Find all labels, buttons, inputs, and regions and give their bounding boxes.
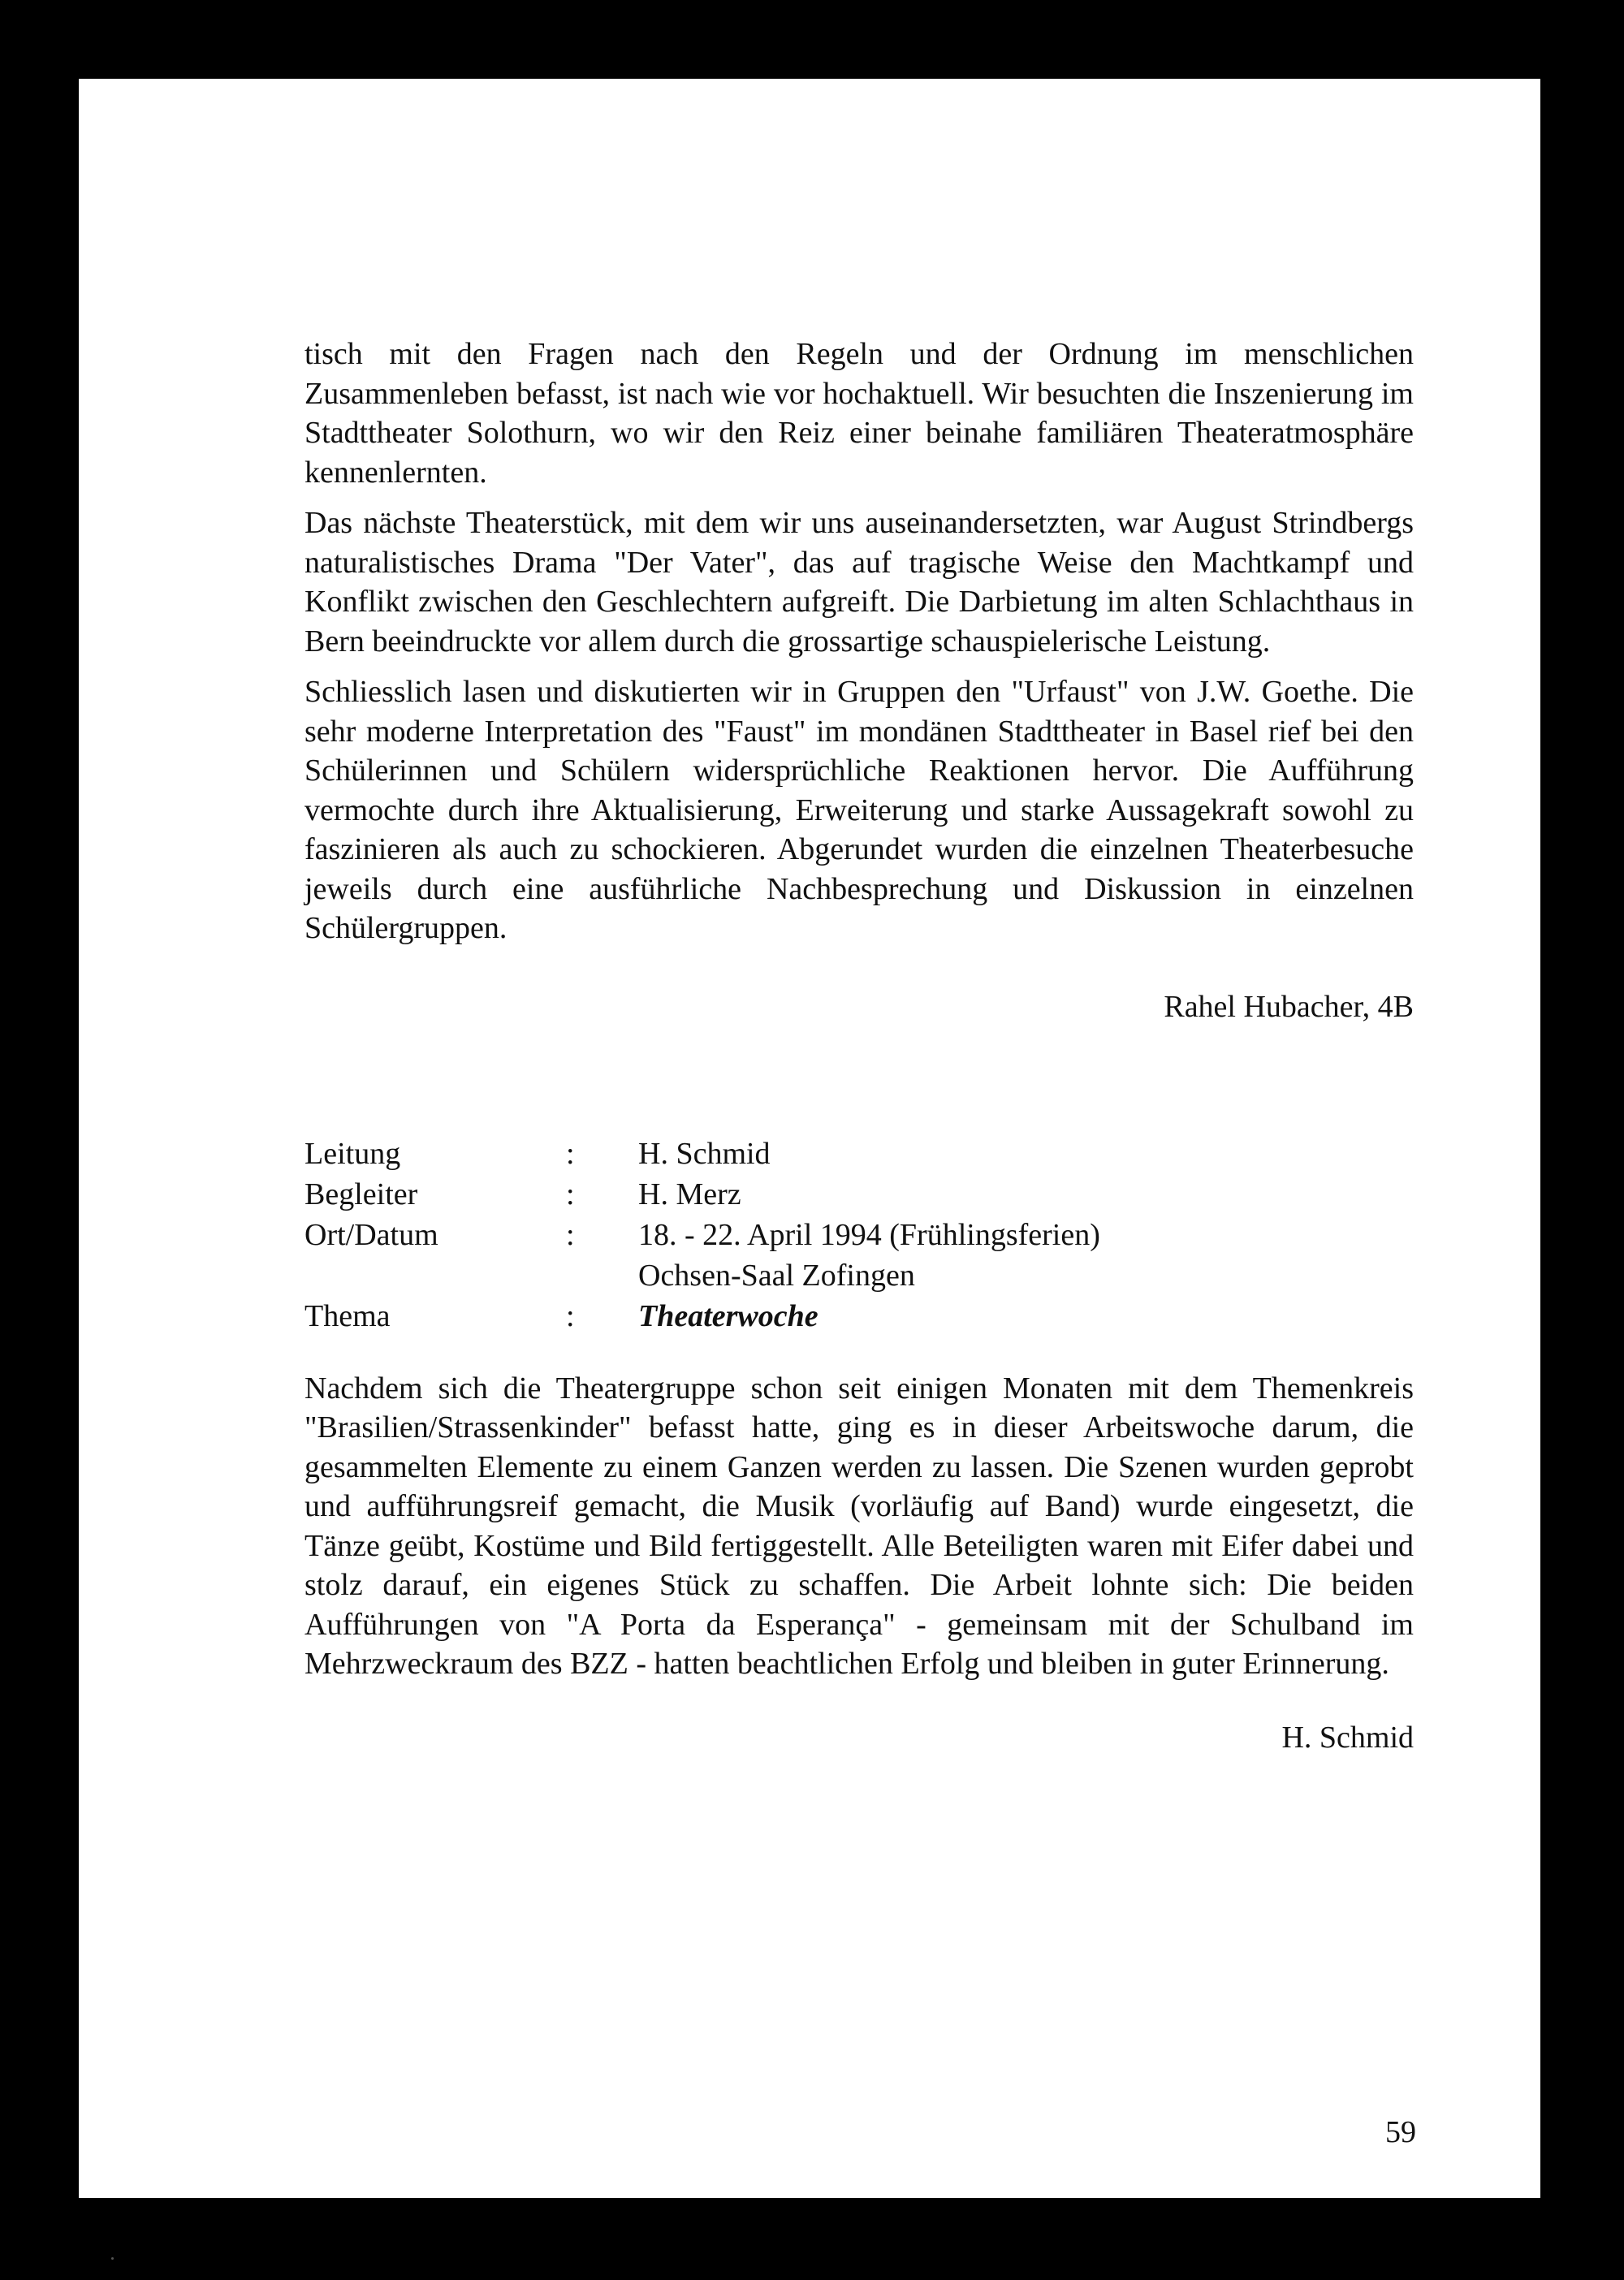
info-value: H. Merz <box>638 1177 741 1211</box>
scan-speck <box>111 2257 114 2260</box>
info-label: Thema <box>304 1298 391 1333</box>
info-label: Leitung <box>304 1136 401 1171</box>
info-value-date: 18. - 22. April 1994 (Frühlingsferien) <box>638 1217 1100 1252</box>
paragraph-intro-continuation: tisch mit den Fragen nach den Regeln und der Ordnung im menschlichen Zusammenleben befasst, ist nach wie vor hochaktuell. Wir besuchten die Inszenierung im Stadttheater Solothurn, wo wir den Reiz einer beinahe familiären Theateratmosphäre kennenlernten. <box>304 337 1414 490</box>
paragraph-urfaust: Schliesslich lasen und diskutierten wir in Gruppen den "Urfaust" von J.W. Goethe. Die sehr moderne Interpretation des "Faust" im mondänen Stadttheater in Basel rief bei den Schülerinnen und Schülern widersprüchliche Reaktionen hervor. Die Aufführung vermochte durch ihre Aktualisierung, Erweiterung und starke Aussagekraft sowohl zu faszinieren als auch zu schockieren. Abgerundet wurden die einzelnen Theaterbesuche jeweils durch eine ausführliche Nachbesprechung und Diskussion in einzelnen Schülergruppen. <box>304 675 1414 945</box>
info-row-leitung <box>304 1134 1414 1174</box>
author-signature: Rahel Hubacher, 4B <box>1164 989 1414 1024</box>
page-content <box>304 253 1414 1757</box>
author-signature: H. Schmid <box>1281 1720 1414 1755</box>
info-separator: : <box>566 1217 575 1252</box>
info-row-begleiter <box>304 1174 1414 1215</box>
info-value-location: Ochsen-Saal Zofingen <box>638 1258 915 1293</box>
info-row-ort-datum <box>304 1215 1414 1296</box>
document-page <box>79 79 1540 2198</box>
info-separator: : <box>566 1298 575 1333</box>
paragraph-der-vater: Das nächste Theaterstück, mit dem wir uns auseinandersetzten, war August Strindbergs naturalistisches Drama "Der Vater", das auf tragische Weise den Machtkampf und Konflikt zwischen den Geschlechtern aufgreift. Die Darbietung im alten Schlachthaus in Bern beeindruckte vor allem durch die grossartige schauspielerische Leistung. <box>304 506 1414 659</box>
info-separator: : <box>566 1136 575 1171</box>
info-separator: : <box>566 1177 575 1211</box>
page-number: 59 <box>1385 2115 1416 2149</box>
info-row-thema <box>304 1296 1414 1336</box>
info-value-theme: Theaterwoche <box>638 1298 818 1333</box>
info-label: Begleiter <box>304 1177 418 1211</box>
info-value: H. Schmid <box>638 1136 771 1171</box>
paragraph-theaterwoche: Nachdem sich die Theatergruppe schon seit einigen Monaten mit dem Themenkreis "Brasilien/Strassenkinder" befasst hatte, ging es in dieser Arbeitswoche darum, die gesammelten Elemente zu einem Ganzen werden zu lassen. Die Szenen wurden geprobt und aufführungsreif gemacht, die Musik (vorläufig auf Band) wurde eingesetzt, die Tänze geübt, Kostüme und Bild fertiggestellt. Alle Beteiligten waren mit Eifer dabei und stolz darauf, ein eigenes Stück zu schaffen. Die Arbeit lohnte sich: Die beiden Aufführungen von "A Porta da Esperança" - gemeinsam mit der Schulband im Mehrzweckraum des BZZ - hatten beachtlichen Erfolg und bleiben in guter Erinnerung. <box>304 1371 1414 1681</box>
info-label: Ort/Datum <box>304 1217 438 1252</box>
event-info-table <box>304 1134 1414 1336</box>
